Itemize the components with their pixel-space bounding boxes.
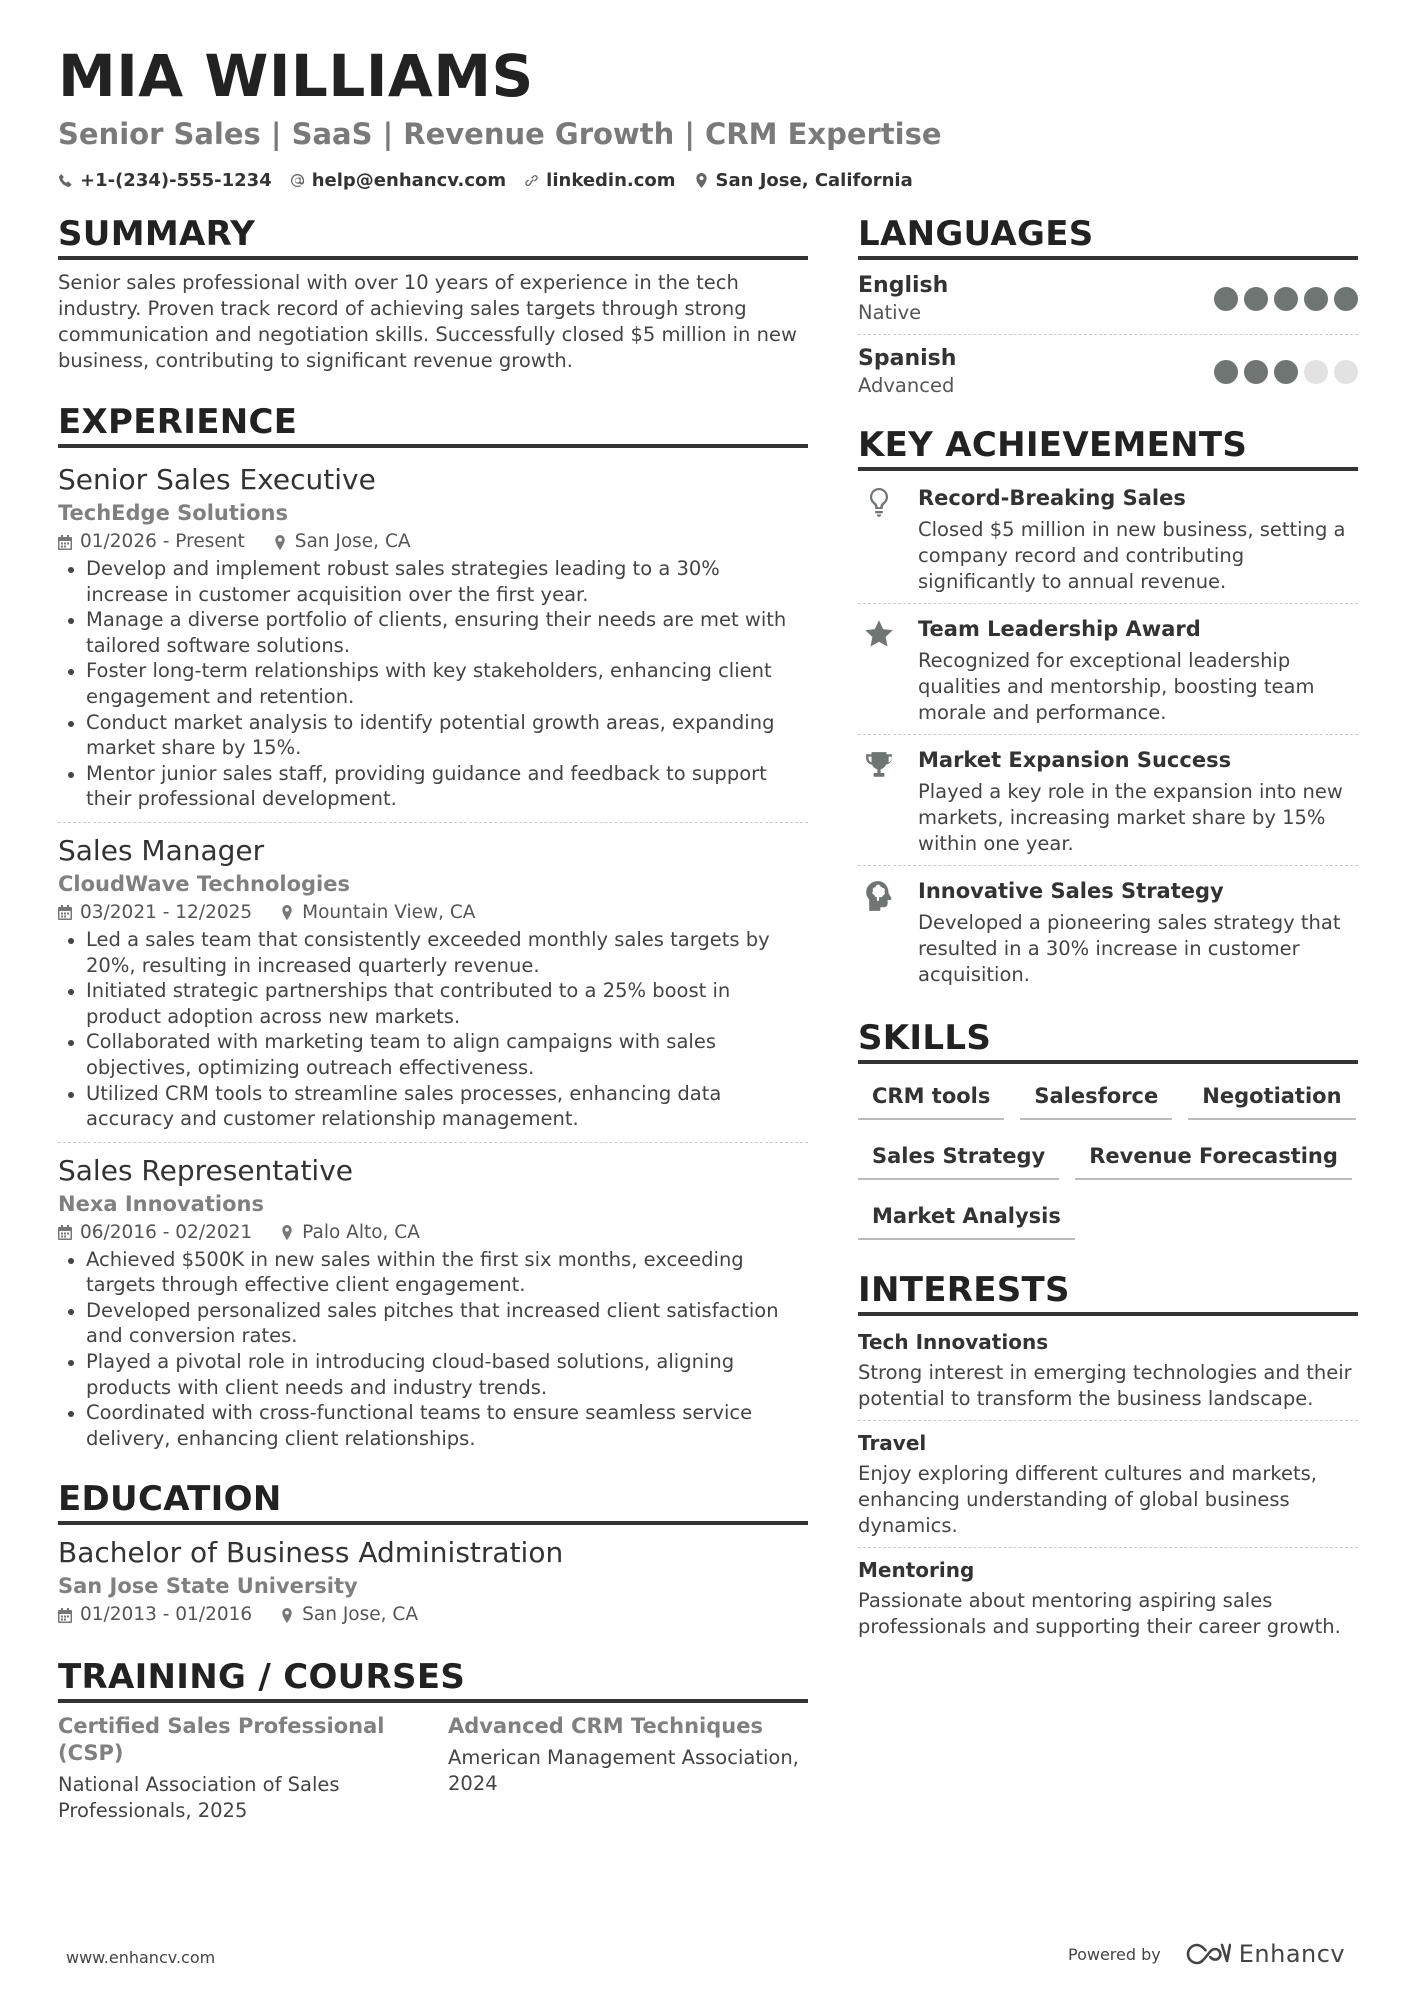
- education-section: [58, 1479, 808, 1629]
- achievement-item: [858, 874, 1358, 996]
- location-icon: [280, 1608, 294, 1623]
- course-item: [58, 1713, 418, 1824]
- achievement-item: [858, 481, 1358, 604]
- course-org: American Management Association, 2024: [448, 1746, 799, 1796]
- calendar-icon: [58, 1608, 72, 1623]
- job-company: Nexa Innovations: [58, 1191, 264, 1216]
- job-dates-text: 01/2026 - Present: [80, 531, 245, 552]
- skill-tag: Revenue Forecasting: [1075, 1138, 1352, 1180]
- language-level: Native: [858, 301, 922, 324]
- location-icon: [280, 905, 294, 920]
- bullet-item: Mentor junior sales staff, providing guidance and feedback to support their professional development.: [58, 761, 808, 812]
- job-dates: [58, 899, 252, 927]
- rating-dot-filled: [1274, 287, 1298, 311]
- interest-title: Mentoring: [858, 1558, 975, 1582]
- achievements-title: KEY ACHIEVEMENTS: [858, 425, 1358, 471]
- job-location: [280, 899, 475, 927]
- rating-dot-filled: [1304, 287, 1328, 311]
- interest-desc: Passionate about mentoring aspiring sales professionals and supporting their career growth.: [858, 1589, 1341, 1638]
- right-column: [858, 214, 1358, 1654]
- language-rating: [1214, 287, 1358, 311]
- rating-dot-filled: [1214, 360, 1238, 384]
- education-title: EDUCATION: [58, 1479, 808, 1525]
- job-entry: [58, 458, 808, 823]
- rating-dot-empty: [1334, 360, 1358, 384]
- school-name: San Jose State University: [58, 1574, 358, 1599]
- achievement-item: [858, 743, 1358, 866]
- location-text: San Jose, California: [715, 170, 913, 191]
- education-meta: [58, 1601, 808, 1629]
- summary-title: SUMMARY: [58, 214, 808, 260]
- job-location: [280, 1219, 420, 1247]
- bullet-item: Develop and implement robust sales strategies leading to a 30% increase in customer acquisition over the first year.: [58, 556, 808, 607]
- head-brain-icon: [864, 880, 894, 912]
- job-location-text: San Jose, CA: [294, 531, 411, 552]
- interests-title: INTERESTS: [858, 1270, 1358, 1316]
- interest-item: [858, 1554, 1358, 1648]
- achievement-title: Team Leadership Award: [918, 617, 1201, 641]
- calendar-icon: [58, 905, 72, 920]
- job-dates: [58, 528, 245, 556]
- experience-title: EXPERIENCE: [58, 402, 808, 448]
- location-icon: [694, 173, 709, 188]
- language-rating: [1214, 360, 1358, 384]
- bullet-item: Coordinated with cross-functional teams to ensure seamless service delivery, enhancing client relationships.: [58, 1400, 808, 1451]
- calendar-icon: [58, 1225, 72, 1240]
- linkedin-text: linkedin.com: [546, 170, 676, 191]
- rating-dot-filled: [1334, 287, 1358, 311]
- course-list: [58, 1713, 808, 1824]
- rating-dot-filled: [1274, 360, 1298, 384]
- phone-icon: [58, 173, 73, 188]
- bullet-item: Led a sales team that consistently exceeded monthly sales targets by 20%, resulting in increased quarterly revenue.: [58, 927, 808, 978]
- link-icon: [524, 173, 539, 188]
- course-title: Advanced CRM Techniques: [448, 1714, 763, 1739]
- skill-tag: CRM tools: [858, 1078, 1004, 1120]
- interest-item: [858, 1427, 1358, 1548]
- bullet-item: Utilized CRM tools to streamline sales processes, enhancing data accuracy and customer relationship management.: [58, 1081, 808, 1132]
- job-location-text: Mountain View, CA: [302, 901, 476, 923]
- contact-linkedin[interactable]: [524, 170, 675, 191]
- job-title: Senior Sales Executive: [58, 463, 376, 496]
- course-title: Certified Sales Professional (CSP): [58, 1714, 385, 1766]
- rating-dot-filled: [1244, 360, 1268, 384]
- skill-tag: Market Analysis: [858, 1198, 1075, 1240]
- course-item: [448, 1713, 808, 1824]
- bullet-item: Developed personalized sales pitches that increased client satisfaction and conversion rates.: [58, 1298, 808, 1349]
- skill-tag: Salesforce: [1020, 1078, 1172, 1120]
- job-meta: [58, 899, 808, 927]
- achievement-title: Market Expansion Success: [918, 748, 1232, 772]
- achievement-desc: Closed $5 million in new business, setting a company record and contributing significantly to annual revenue.: [918, 518, 1346, 593]
- job-dates: [58, 1219, 252, 1247]
- interest-title: Tech Innovations: [858, 1330, 1049, 1354]
- job-title: Sales Manager: [58, 833, 265, 867]
- education-location: [280, 1601, 418, 1629]
- interest-desc: Enjoy exploring different cultures and markets, enhancing understanding of global business dynamics.: [858, 1462, 1317, 1537]
- candidate-name: MIA WILLIAMS: [58, 42, 534, 110]
- bullet-item: Initiated strategic partnerships that contributed to a 25% boost in product adoption across new markets.: [58, 978, 808, 1029]
- contact-location: [694, 170, 913, 191]
- experience-section: [58, 402, 808, 1461]
- achievements-section: [858, 425, 1358, 996]
- bullet-item: Manage a diverse portfolio of clients, ensuring their needs are met with tailored software solutions.: [58, 607, 808, 658]
- summary-text: Senior sales professional with over 10 years of experience in the tech industry. Proven track record of achieving sales targets through strong communication and negotiation skills. Successfully closed $5 million in new business, contributing to significant revenue growth.: [58, 271, 797, 372]
- at-icon: [290, 173, 305, 188]
- achievement-desc: Recognized for exceptional leadership qualities and mentorship, boosting team morale and performance.: [918, 649, 1315, 724]
- language-name: English: [858, 273, 949, 298]
- interest-desc: Strong interest in emerging technologies and their potential to transform the business landscape.: [858, 1361, 1352, 1410]
- trophy-icon: [864, 749, 894, 781]
- job-company: CloudWave Technologies: [58, 871, 351, 896]
- email-text: help@enhancv.com: [311, 170, 507, 191]
- footer-website[interactable]: www.enhancv.com: [66, 1948, 216, 1967]
- languages-title: LANGUAGES: [858, 214, 1358, 260]
- bullet-item: Foster long-term relationships with key stakeholders, enhancing client engagement and retention.: [58, 658, 808, 709]
- languages-section: [858, 214, 1358, 407]
- job-bullets: [58, 927, 808, 1132]
- interest-item: [858, 1326, 1358, 1421]
- job-dates-text: 06/2016 - 02/2021: [80, 1221, 253, 1243]
- contact-email[interactable]: [290, 170, 506, 191]
- enhancv-logo-icon: [1185, 1941, 1231, 1967]
- achievement-desc: Played a key role in the expansion into new markets, increasing market share by 15% within one year.: [918, 780, 1343, 855]
- brand-logo[interactable]: [1185, 1940, 1345, 1968]
- rating-dot-empty: [1304, 360, 1328, 384]
- bullet-item: Played a pivotal role in introducing cloud-based solutions, aligning products with client needs and industry trends.: [58, 1349, 808, 1400]
- job-entry: [58, 1149, 808, 1462]
- skill-tag: Negotiation: [1188, 1078, 1355, 1120]
- training-title: TRAINING / COURSES: [58, 1657, 808, 1703]
- skill-list: [858, 1074, 1358, 1240]
- rating-dot-filled: [1244, 287, 1268, 311]
- job-bullets: [58, 556, 808, 812]
- education-location-text: San Jose, CA: [302, 1604, 418, 1626]
- left-column: [58, 214, 808, 1824]
- job-bullets: [58, 1247, 808, 1452]
- interests-section: [858, 1270, 1358, 1648]
- contact-phone[interactable]: [58, 170, 272, 191]
- education-dates-text: 01/2013 - 01/2016: [80, 1604, 253, 1626]
- calendar-icon: [58, 535, 72, 550]
- location-icon: [280, 1225, 294, 1240]
- powered-by-label: Powered by: [1068, 1944, 1161, 1964]
- course-org: National Association of Sales Professionals, 2025: [58, 1773, 340, 1823]
- lightbulb-icon: [864, 487, 894, 519]
- achievement-desc: Developed a pioneering sales strategy that resulted in a 30% increase in customer acquisition.: [918, 911, 1341, 986]
- location-icon: [273, 535, 287, 550]
- language-item: [858, 270, 1358, 335]
- job-entry: [58, 829, 808, 1143]
- star-icon: [864, 618, 894, 650]
- skill-tag: Sales Strategy: [858, 1138, 1059, 1180]
- candidate-headline: Senior Sales | SaaS | Revenue Growth | CRM Expertise: [58, 117, 942, 151]
- achievement-title: Record-Breaking Sales: [918, 486, 1186, 510]
- footer-branding: [1068, 1940, 1345, 1968]
- skills-title: SKILLS: [858, 1018, 1358, 1064]
- summary-section: [58, 214, 808, 374]
- job-dates-text: 03/2021 - 12/2025: [80, 901, 253, 923]
- bullet-item: Achieved $500K in new sales within the first six months, exceeding targets through effective client engagement.: [58, 1247, 808, 1298]
- job-company: TechEdge Solutions: [58, 501, 288, 525]
- training-section: [58, 1657, 808, 1824]
- job-meta: [58, 1219, 808, 1247]
- achievement-title: Innovative Sales Strategy: [918, 879, 1224, 903]
- language-name: Spanish: [858, 346, 957, 371]
- bullet-item: Collaborated with marketing team to align campaigns with sales objectives, optimizing outreach effectiveness.: [58, 1029, 808, 1080]
- education-dates: [58, 1601, 252, 1629]
- degree-title: Bachelor of Business Administration: [58, 1536, 564, 1570]
- phone-text: +1-(234)-555-1234: [80, 170, 272, 191]
- skills-section: [858, 1018, 1358, 1240]
- bullet-item: Conduct market analysis to identify potential growth areas, expanding market share by 15%.: [58, 710, 808, 761]
- job-title: Sales Representative: [58, 1153, 353, 1187]
- language-level: Advanced: [858, 374, 955, 397]
- contact-bar: [58, 170, 913, 191]
- job-meta: [58, 528, 808, 556]
- language-item: [858, 343, 1358, 407]
- rating-dot-filled: [1214, 287, 1238, 311]
- job-location: [273, 528, 411, 556]
- job-location-text: Palo Alto, CA: [302, 1221, 420, 1243]
- interest-title: Travel: [858, 1431, 927, 1455]
- achievement-item: [858, 612, 1358, 735]
- brand-name: Enhancv: [1238, 1940, 1346, 1968]
